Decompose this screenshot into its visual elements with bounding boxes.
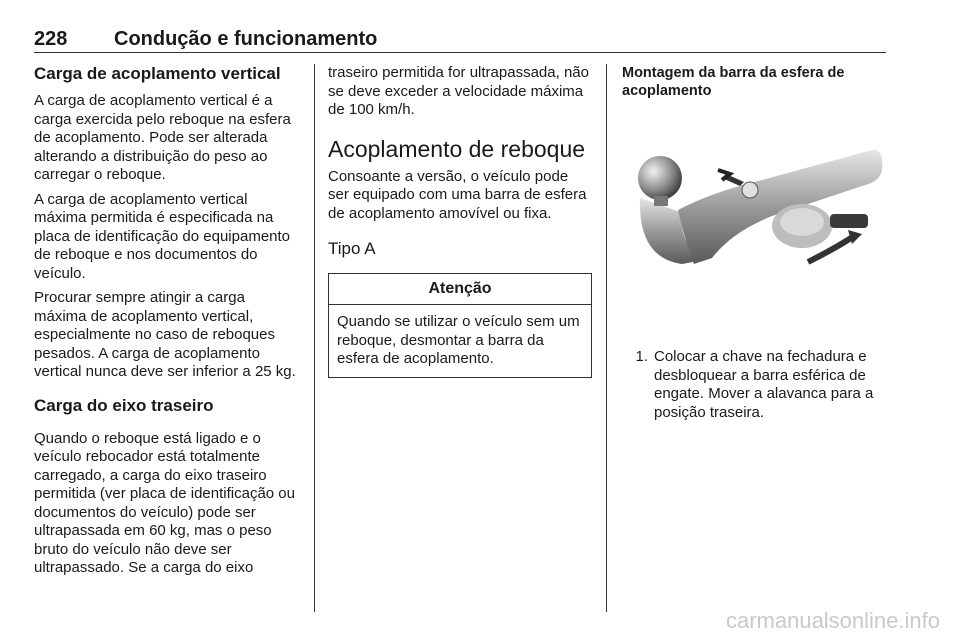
step-number: 1. [635,348,648,365]
caution-text: Quando se utilizar o veículo sem um reboque, desmontar a barra da esfera de acoplamento. [337,313,580,367]
section-heading-rear-axle: Carga do eixo traseiro [34,395,214,415]
tow-bar-illustration [622,140,884,300]
section-heading-mounting: Montagem da barra da esfera de acoplamento [622,65,845,99]
list-item [622,348,890,422]
column-right [622,64,890,422]
column-divider [314,64,315,612]
paragraph: Procurar sempre atingir a carga máxima de acoplamento vertical, especialmente no caso de reboques pesados. A carga de acoplamento vertical nunca deve ser inferior a 25 kg. [34,289,296,380]
column-divider [606,64,607,612]
paragraph: A carga de acoplamento vertical é a carga exercida pelo reboque na esfera de acoplamento. Pode ser alterada alterando a distribuição do peso ao carregar o reboque. [34,92,291,183]
paragraph: traseiro permitida for ultrapassada, não se deve exceder a velocidade máxima de 100 km/h. [328,64,589,118]
section-heading-towing: Acoplamento de reboque [328,135,586,162]
caution-box [328,273,592,378]
page-header [34,28,886,53]
tow-bar-illustration-image [622,140,884,300]
chapter-title: Condução e funcionamento [114,28,378,50]
paragraph: Quando o reboque está ligado e o veículo rebocador está totalmente carregado, a carga do eixo traseiro permitida (ver placa de identificação ou documentos do veículo) pode ser ultrapassada em 60 kg, mas o peso bruto do veículo não deve ser ultrapassado. Se a carga do eixo [34,429,295,576]
instruction-steps [622,348,890,422]
section-heading-vertical-load: Carga de acoplamento vertical [34,64,281,83]
caution-title: Atenção [329,274,591,305]
page-number: 228 [34,28,68,50]
column-middle [328,64,592,378]
paragraph: Consoante a versão, o veículo pode ser equipado com uma barra de esfera de acoplamento amovível ou fixa. [328,167,587,222]
watermark: carmanualsonline.info [725,608,940,633]
type-heading: Tipo A [328,239,376,258]
column-left [34,64,298,584]
paragraph: A carga de acoplamento vertical máxima permitida é especificada na placa de identificação do equipamento de reboque e nos documentos do veículo. [34,190,291,282]
step-text: Colocar a chave na fechadura e desbloquear a barra esférica de engate. Mover a alavanca para a posição traseira. [654,348,874,421]
